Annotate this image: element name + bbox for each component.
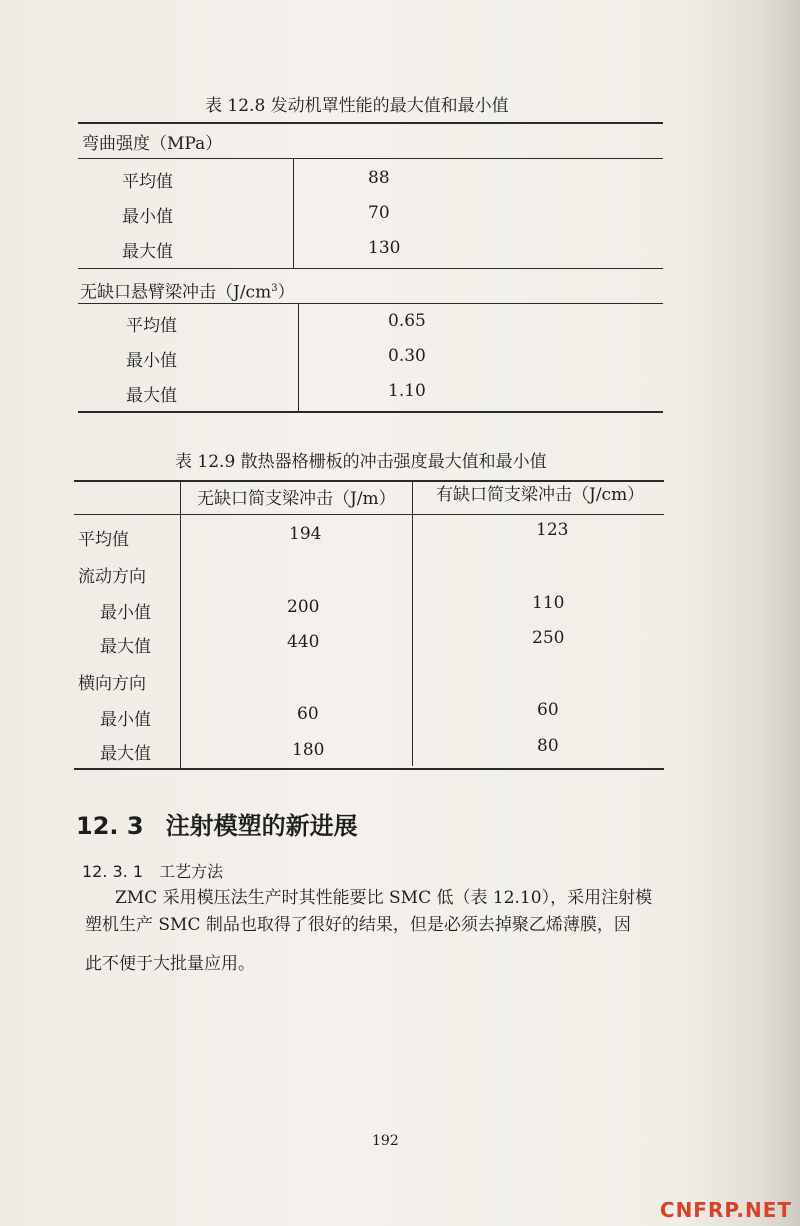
row-label: 最大值	[100, 637, 151, 657]
cell-value: 250	[532, 628, 565, 648]
table-12-8-column-divider	[298, 303, 299, 411]
section-heading	[76, 812, 358, 840]
row-label: 平均值	[126, 316, 177, 336]
col-header-unnotched: 无缺口简支梁冲击（J/m）	[197, 489, 396, 509]
cell-value: 123	[536, 520, 569, 540]
row-label-average: 平均值	[78, 530, 129, 550]
cell-value: 60	[297, 704, 319, 724]
cell-value: 194	[289, 524, 322, 544]
cell-value: 200	[287, 597, 320, 617]
table-12-8-rule-2	[78, 268, 663, 269]
paragraph-line: ZMC 采用模压法生产时其性能要比 SMC 低（表 12.10），采用注射模	[115, 888, 653, 908]
paragraph-line: 此不便于大批量应用。	[85, 954, 255, 974]
group-title-notched-impact: 无缺口悬臂梁冲击$(J/cm^3)$	[80, 282, 295, 303]
paragraph-line: 塑机生产 SMC 制品也取得了很好的结果，但是必须去掉聚乙烯薄膜，因	[85, 915, 631, 935]
section-title: 注射模塑的新进展	[165, 812, 358, 840]
row-label: 最小值	[100, 710, 151, 730]
row-value: 70	[368, 203, 390, 223]
cell-value: 60	[537, 700, 559, 720]
table-12-8-rule-3	[78, 303, 663, 304]
table-12-8-top-rule	[78, 122, 663, 124]
table-12-9-bottom-rule	[74, 768, 664, 770]
row-value: 0.65	[388, 311, 426, 331]
table-12-8-bottom-rule	[78, 411, 663, 413]
group-title-flow-direction: 流动方向	[78, 567, 146, 587]
row-label: 最大值	[122, 242, 173, 262]
row-label: 最小值	[126, 351, 177, 371]
row-value: 0.30	[388, 346, 426, 366]
row-label: 平均值	[122, 172, 173, 192]
table-12-8-caption: 表 12.8 发动机罩性能的最大值和最小值	[205, 96, 509, 116]
row-label: 最小值	[100, 603, 151, 623]
subsection-number: 12. 3. 1	[82, 862, 144, 881]
row-value: 1.10	[388, 381, 426, 401]
row-label: 最小值	[122, 207, 173, 227]
subsection-heading	[82, 862, 223, 882]
table-12-9-header-rule	[74, 514, 664, 515]
table-12-8-column-divider	[293, 158, 294, 268]
table-12-9-column-divider	[180, 480, 181, 770]
table-12-9-caption: 表 12.9 散热器格栅板的冲击强度最大值和最小值	[175, 452, 547, 472]
table-12-9-top-rule	[74, 480, 664, 482]
row-label: 最大值	[126, 386, 177, 406]
cell-value: 80	[537, 736, 559, 756]
group-title-flexural-strength: 弯曲强度（MPa）	[82, 134, 223, 154]
cell-value: 110	[532, 593, 565, 613]
row-value: 88	[368, 168, 390, 188]
section-number: 12. 3	[76, 812, 144, 840]
row-value: 130	[368, 238, 401, 258]
table-12-8-rule-1	[78, 158, 663, 159]
cell-value: 440	[287, 632, 320, 652]
subsection-title: 工艺方法	[159, 862, 224, 881]
page-number: 192	[372, 1133, 399, 1149]
col-header-notched: 有缺口简支梁冲击（J/cm）	[436, 485, 645, 505]
cell-value: 180	[292, 740, 325, 760]
group-title-transverse-direction: 横向方向	[78, 674, 146, 694]
row-label: 最大值	[100, 744, 151, 764]
table-12-9-column-divider	[412, 480, 413, 766]
watermark-logo: CNFRP.NET	[659, 1198, 792, 1222]
